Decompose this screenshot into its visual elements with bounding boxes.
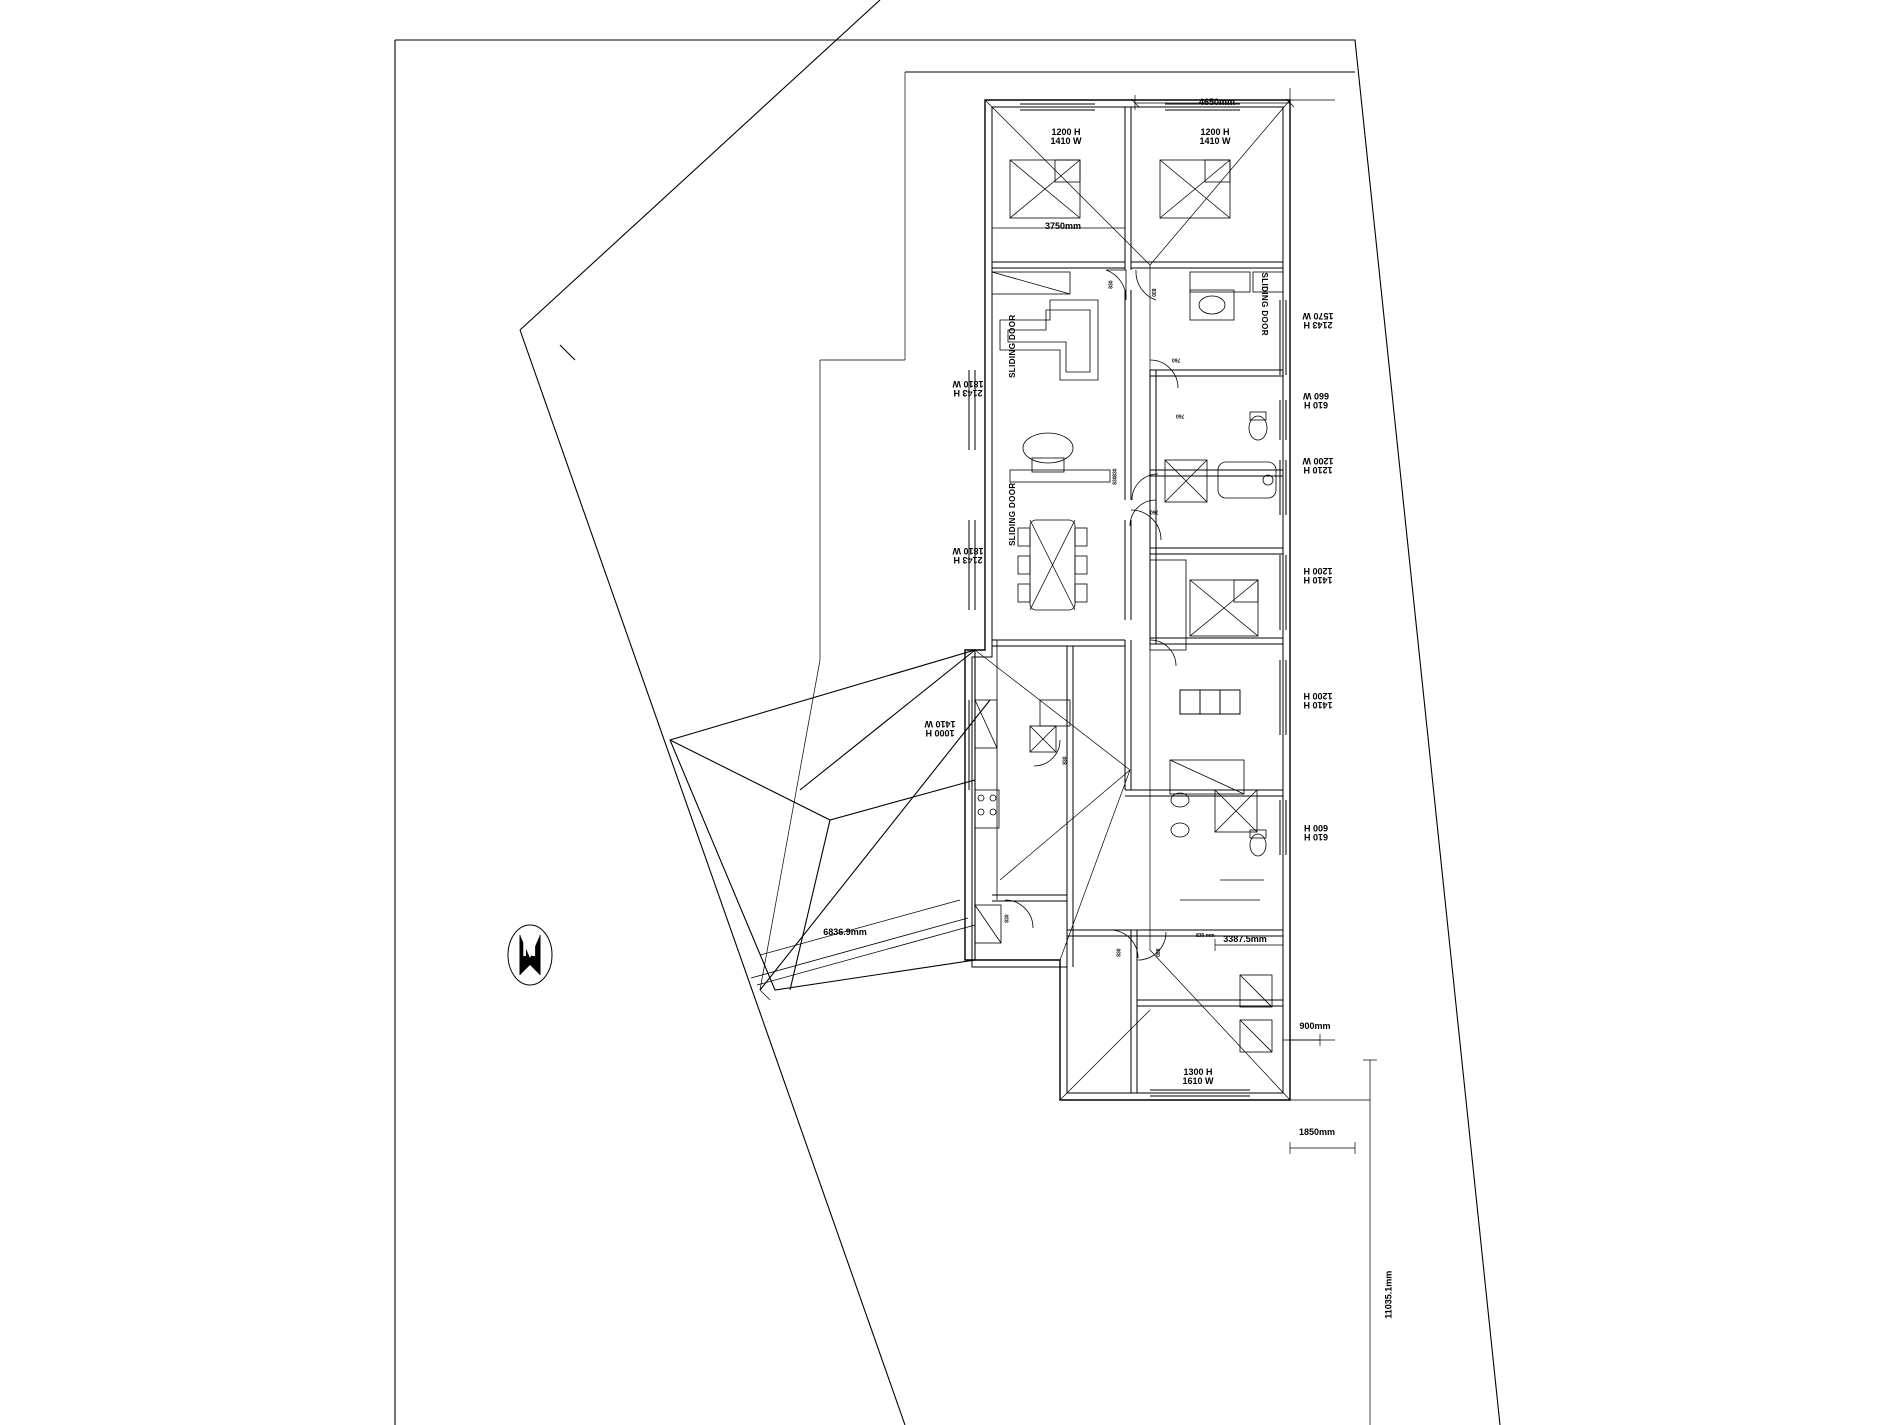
window-tag-living xyxy=(1288,690,1348,709)
window-width-value: 1810 W xyxy=(952,378,984,389)
window-width-value: 660 W xyxy=(1303,390,1330,401)
window-tag-sliding-left-2 xyxy=(938,545,998,564)
window-height-value: 1000 H xyxy=(925,727,955,738)
north-arrow-label: N xyxy=(522,939,537,961)
door-tag-830-a: 830 xyxy=(1108,280,1115,289)
window-width-value: 1200 H xyxy=(1303,565,1333,576)
window-height-value: 610 H xyxy=(1303,399,1329,410)
window-height-value: 1200 H xyxy=(1200,127,1230,137)
site-boundary xyxy=(395,0,1500,1425)
window-width-value: 1410 W xyxy=(1050,136,1082,147)
window-tag-bedroom-3 xyxy=(1288,565,1348,584)
window-height-value: 1200 H xyxy=(1051,127,1081,137)
sliding-door-label-left-2: SLIDING DOOR xyxy=(1007,482,1017,546)
window-width-value: 1810 W xyxy=(952,545,984,556)
dimension-deck: 6836.9mm xyxy=(823,927,867,937)
window-tag-bedroom-1 xyxy=(1026,128,1106,147)
window-height-value: 1300 H xyxy=(1183,1067,1213,1077)
window-height-value: 2143 H xyxy=(953,387,983,398)
door-tag-830mm-l: 830 mm xyxy=(1196,933,1215,939)
window-height-value: 2143 H xyxy=(1303,319,1333,330)
window-tag-sliding-left-1 xyxy=(938,378,998,397)
window-tag-garage xyxy=(1158,1068,1238,1087)
dimension-garage: 3387.5mm xyxy=(1223,934,1267,944)
deck-outline xyxy=(670,650,990,990)
dimension-right-long: 11035.1mm xyxy=(1383,1270,1394,1319)
door-tag-830-e: 830 xyxy=(1112,476,1119,485)
dimension-top-inner: 3750mm xyxy=(1044,221,1082,231)
window-height-value: 2143 H xyxy=(953,554,983,565)
porch-roof-lines xyxy=(975,650,1130,960)
door-tag-830-h: 830 xyxy=(1062,756,1069,765)
door-tag-760-f: 760 xyxy=(1150,508,1159,515)
window-height-value: 610 H xyxy=(1303,831,1329,842)
window-tag-ensuite xyxy=(1288,822,1344,841)
window-symbols xyxy=(969,104,1286,1096)
door-tag-830-b: 830 xyxy=(1149,288,1156,297)
door-tag-830-g: 830 xyxy=(1112,468,1119,477)
door-tag-830-j: 830 xyxy=(1116,948,1123,957)
window-width-value: 1410 W xyxy=(1199,136,1231,147)
door-tag-760-d: 760 xyxy=(1176,412,1185,419)
construction-lines xyxy=(760,72,905,1000)
sliding-door-label-left-1: SLIDING DOOR xyxy=(1007,314,1017,378)
dimension-bottom: 1850mm xyxy=(1298,1127,1336,1137)
window-height-value: 1410 H xyxy=(1303,574,1333,585)
house-outline xyxy=(965,97,1290,1100)
dimension-step: 900mm xyxy=(1299,1021,1331,1031)
window-width-value: 1200 W xyxy=(1302,455,1334,466)
window-tag-bathroom xyxy=(1288,455,1348,474)
dimension-top-overall: 4650mm xyxy=(1198,97,1236,107)
window-height-value: 1410 H xyxy=(1303,699,1333,710)
window-tag-bedroom-2 xyxy=(1175,128,1255,147)
dining-furniture xyxy=(1007,470,1110,610)
window-width-value: 1610 W xyxy=(1182,1076,1214,1087)
window-width-value: 1410 W xyxy=(924,718,956,729)
kitchen xyxy=(975,640,1070,943)
window-tag-sliding-right xyxy=(1288,310,1348,329)
window-tag-wc xyxy=(1288,390,1344,409)
window-width-value: 1570 W xyxy=(1302,310,1334,321)
window-tag-kitchen xyxy=(910,718,970,737)
door-tag-830-k: 830 xyxy=(1153,948,1160,957)
door-tag-760-c: 760 xyxy=(1172,356,1181,363)
window-height-value: 1210 H xyxy=(1303,464,1333,475)
door-tag-830-i: 830 xyxy=(1004,914,1011,923)
window-width-value: 1200 H xyxy=(1303,690,1333,701)
window-width-value: 600 H xyxy=(1303,822,1329,833)
sliding-door-label-right: SLIDING DOOR xyxy=(1260,272,1270,336)
